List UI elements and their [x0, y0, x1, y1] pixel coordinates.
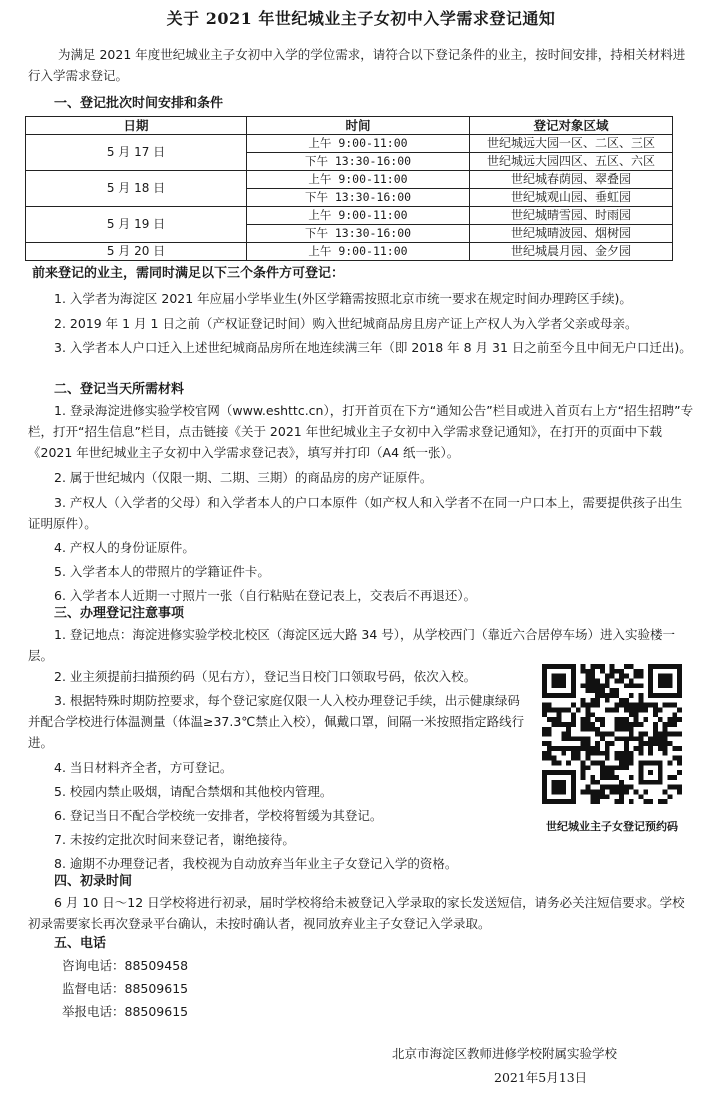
time-cell: 上午 9:00-11:00 — [247, 171, 470, 189]
conditions-heading: 前来登记的业主，需同时满足以下三个条件方可登记： — [32, 266, 345, 281]
table-row — [26, 135, 673, 153]
page-title: 关于 2021 年世纪城业主子女初中入学需求登记通知 — [166, 9, 556, 28]
qr-caption: 世纪城业主子女登记预约码 — [546, 820, 678, 833]
time-cell: 上午 9:00-11:00 — [247, 243, 470, 261]
time-cell: 下午 13:30-16:00 — [247, 189, 470, 207]
schedule-table — [25, 116, 673, 261]
date-cell: 5 月 20 日 — [26, 243, 247, 261]
phone-consult: 咨询电话：88509458 — [62, 958, 189, 973]
condition-item: 2. 2019 年 1 月 1 日之前（产权证登记时间）购入世纪城商品房且房产证上产权人为入学者父亲或母亲。 — [54, 316, 638, 331]
notice-item: 3. 根据特殊时期防控要求，每个登记家庭仅限一人入校办理登记手续，出示健康绿码并配合学校进行体温测量（体温≥37.3℃禁止入校），佩戴口罩，间隔一米按照指定路线行进。 — [28, 693, 525, 750]
time-cell: 上午 9:00-11:00 — [247, 207, 470, 225]
section2-heading: 二、登记当天所需材料 — [54, 382, 185, 397]
section4-heading: 四、初录时间 — [54, 874, 133, 889]
material-item: 1. 登录海淀进修实验学校官网（www.eshttc.cn），打开首页在下方“通知公告”栏目或进入首页右上方“招生招聘”专栏，打开“招生信息”栏目，点击链接《关于 2021 年世纪城业主子女初中入学需求登记通知》，在打开的页面中下载《2021 年世纪城业主子女初中入学需求登记表》，填写并打印（A4 纸一张）。 — [28, 403, 694, 460]
signature-org: 北京市海淀区教师进修学校附属实验学校 — [392, 1046, 618, 1061]
date-cell: 5 月 18 日 — [26, 171, 247, 207]
table-row — [26, 207, 673, 225]
qr-code-image[interactable] — [542, 664, 682, 804]
notice-item: 2. 业主须提前扫描预约码（见右方），登记当日校门口领取号码，依次入校。 — [54, 669, 477, 684]
material-item: 2. 属于世纪城内（仅限一期、二期、三期）的商品房的房产证原件。 — [54, 470, 433, 485]
notice-item: 5. 校园内禁止吸烟，请配合禁烟和其他校内管理。 — [54, 784, 333, 799]
material-item: 4. 产权人的身份证原件。 — [54, 540, 195, 555]
area-cell: 世纪城晴波园、烟树园 — [470, 225, 673, 243]
material-item: 5. 入学者本人的带照片的学籍证件卡。 — [54, 564, 270, 579]
time-cell: 下午 13:30-16:00 — [247, 153, 470, 171]
table-header-row — [26, 117, 673, 135]
notice-item: 1. 登记地点：海淀进修实验学校北校区（海淀区远大路 34 号），从学校西门（靠近六合居停车场）进入实验楼一层。 — [28, 627, 676, 663]
area-cell: 世纪城晨月园、金夕园 — [470, 243, 673, 261]
notice-item: 6. 登记当日不配合学校统一安排者，学校将暂缓为其登记。 — [54, 808, 383, 823]
area-cell: 世纪城晴雪园、时雨园 — [470, 207, 673, 225]
material-item: 3. 产权人（入学者的父母）和入学者本人的户口本原件（如产权人和入学者不在同一户口本上，需要提供孩子出生证明原件）。 — [28, 495, 683, 531]
header-time: 时间 — [247, 117, 470, 135]
section3-heading: 三、办理登记注意事项 — [54, 606, 185, 621]
phone-report: 举报电话：88509615 — [62, 1004, 189, 1019]
section5-heading: 五、电话 — [54, 936, 107, 951]
table-row — [26, 171, 673, 189]
notice-item: 4. 当日材料齐全者，方可登记。 — [54, 760, 233, 775]
section4-text: 6 月 10 日～12 日学校将进行初录，届时学校将给未被登记入学录取的家长发送短信，请务必关注短信要求。学校初录需要家长再次登录平台确认，未按时确认者，视同放弃业主子女登记入学录取。 — [28, 895, 685, 931]
date-cell: 5 月 17 日 — [26, 135, 247, 171]
intro-paragraph: 为满足 2021 年度世纪城业主子女初中入学的学位需求，请符合以下登记条件的业主，按时间安排，持相关材料进行入学需求登记。 — [28, 47, 686, 83]
area-cell: 世纪城观山园、垂虹园 — [470, 189, 673, 207]
notice-item: 8. 逾期不办理登记者，我校视为自动放弃当年业主子女登记入学的资格。 — [54, 856, 458, 871]
phone-supervise: 监督电话：88509615 — [62, 981, 189, 996]
notice-item: 7. 未按约定批次时间来登记者，谢绝接待。 — [54, 832, 295, 847]
condition-item: 3. 入学者本人户口迁入上述世纪城商品房所在地连续满三年（即 2018 年 8 月 31 日之前至今且中间无户口迁出)。 — [54, 340, 692, 355]
material-item: 6. 入学者本人近期一寸照片一张（自行粘贴在登记表上，交表后不再退还）。 — [54, 588, 477, 603]
time-cell: 上午 9:00-11:00 — [247, 135, 470, 153]
table-row — [26, 243, 673, 261]
signature-date: 2021年5月13日 — [494, 1070, 588, 1085]
header-area: 登记对象区域 — [470, 117, 673, 135]
date-cell: 5 月 19 日 — [26, 207, 247, 243]
time-cell: 下午 13:30-16:00 — [247, 225, 470, 243]
section1-heading: 一、登记批次时间安排和条件 — [54, 96, 224, 111]
header-date: 日期 — [26, 117, 247, 135]
area-cell: 世纪城春荫园、翠叠园 — [470, 171, 673, 189]
area-cell: 世纪城远大园一区、二区、三区 — [470, 135, 673, 153]
condition-item: 1. 入学者为海淀区 2021 年应届小学毕业生(外区学籍需按照北京市统一要求在规定时间办理跨区手续)。 — [54, 291, 632, 306]
area-cell: 世纪城远大园四区、五区、六区 — [470, 153, 673, 171]
